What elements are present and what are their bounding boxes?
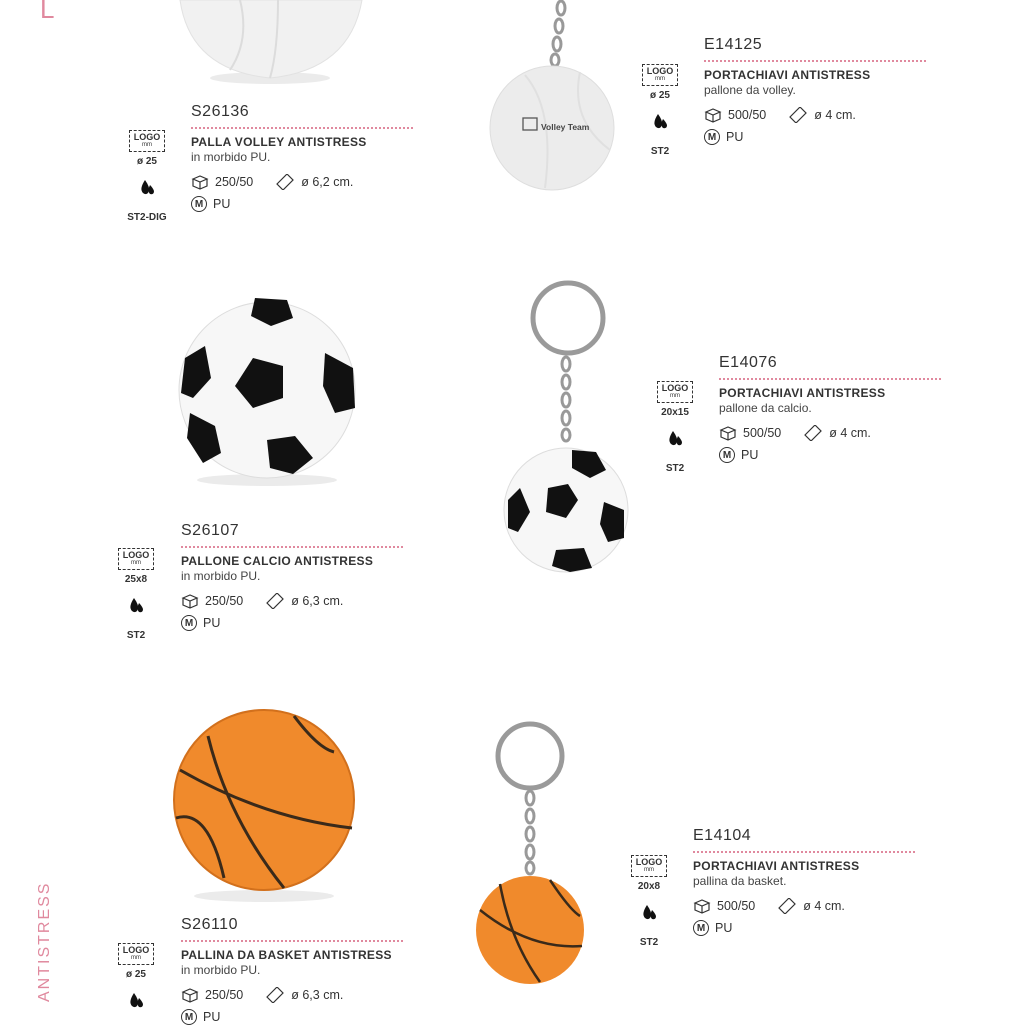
material-icon: M (693, 920, 709, 936)
product-subtitle: pallone da volley. (704, 83, 796, 97)
print-size: ø 25 (136, 156, 157, 167)
product-title: PORTACHIAVI ANTISTRESS (719, 386, 886, 400)
divider (719, 378, 941, 380)
pack-quantity: 250/50 (215, 175, 254, 189)
volley-keychain-image (485, 0, 620, 195)
material-icon: M (181, 615, 197, 631)
logo-area-icon: LOGO mm (129, 130, 165, 152)
ruler-icon (788, 107, 808, 123)
material-row (693, 920, 915, 936)
ball-print-text: Volley Team (541, 122, 590, 132)
box-icon (181, 593, 199, 609)
logo-area-icon: LOGO mm (631, 855, 667, 877)
product-subtitle: in morbido PU. (181, 569, 261, 583)
print-size: 25x8 (124, 574, 148, 585)
product-code: E14104 (693, 827, 752, 844)
product-subtitle: in morbido PU. (191, 150, 271, 164)
product-size: ø 4 cm. (803, 899, 845, 913)
material-row (181, 615, 403, 631)
material-row (191, 196, 413, 212)
print-size: 20x8 (637, 881, 661, 892)
product-specs (693, 898, 915, 914)
product-size: ø 6,3 cm. (291, 988, 344, 1002)
pack-quantity: 500/50 (728, 108, 767, 122)
divider (181, 940, 403, 942)
ruler-icon (265, 593, 285, 609)
ruler-icon (275, 174, 295, 190)
ink-drop-icon (641, 904, 657, 922)
logo-area-icon: LOGO mm (118, 548, 154, 570)
material-name: PU (203, 616, 221, 630)
print-info (122, 130, 172, 223)
ruler-icon (803, 425, 823, 441)
product-block (181, 522, 403, 631)
material-name: PU (715, 921, 733, 935)
product-code: S26136 (191, 103, 250, 120)
product-specs (704, 107, 926, 123)
logo-area-icon: LOGO mm (657, 381, 693, 403)
category-label: ANTISTRESS (36, 881, 53, 1002)
print-technique: ST2 (650, 146, 670, 157)
material-row (704, 129, 926, 145)
product-specs (181, 593, 403, 609)
product-title: PALLA VOLLEY ANTISTRESS (191, 135, 367, 149)
product-size: ø 4 cm. (814, 108, 856, 122)
divider (191, 127, 413, 129)
pack-quantity: 250/50 (205, 594, 244, 608)
soccer-ball-image (175, 298, 360, 488)
print-technique: ST2 (665, 463, 685, 474)
pack-quantity: 500/50 (717, 899, 756, 913)
product-specs (181, 987, 403, 1003)
material-icon: M (181, 1009, 197, 1025)
print-size: ø 25 (125, 969, 146, 980)
ink-drop-icon (128, 597, 144, 615)
box-icon (704, 107, 722, 123)
product-block (719, 354, 941, 463)
logo-area-icon: LOGO mm (118, 943, 154, 965)
product-title: PORTACHIAVI ANTISTRESS (704, 68, 871, 82)
print-info (635, 64, 685, 157)
product-title: PALLINA DA BASKET ANTISTRESS (181, 948, 392, 962)
product-title: PORTACHIAVI ANTISTRESS (693, 859, 860, 873)
material-name: PU (741, 448, 759, 462)
product-block (693, 827, 915, 936)
product-size: ø 6,3 cm. (291, 594, 344, 608)
print-size: ø 25 (649, 90, 670, 101)
print-size: 20x15 (661, 407, 689, 418)
ruler-icon (777, 898, 797, 914)
product-code: E14076 (719, 354, 778, 371)
product-subtitle: pallone da calcio. (719, 401, 812, 415)
ink-drop-icon (667, 430, 683, 448)
ruler-icon (265, 987, 285, 1003)
product-specs (191, 174, 413, 190)
material-icon: M (704, 129, 720, 145)
ink-drop-icon (128, 992, 144, 1010)
box-icon (181, 987, 199, 1003)
print-info (650, 381, 700, 474)
basketball-image (168, 708, 363, 903)
product-title: PALLONE CALCIO ANTISTRESS (181, 554, 374, 568)
section-letter: L (40, 0, 55, 24)
box-icon (191, 174, 209, 190)
print-info (111, 943, 161, 1025)
product-size: ø 6,2 cm. (301, 175, 354, 189)
product-code: S26110 (181, 916, 238, 933)
material-name: PU (213, 197, 231, 211)
divider (704, 60, 926, 62)
material-row (181, 1009, 403, 1025)
ink-drop-icon (139, 179, 155, 197)
divider (693, 851, 915, 853)
product-block (191, 103, 413, 212)
product-specs (719, 425, 941, 441)
print-technique: ST2 (639, 937, 659, 948)
box-icon (693, 898, 711, 914)
product-block (704, 36, 926, 145)
logo-area-icon: LOGO mm (642, 64, 678, 86)
product-subtitle: in morbido PU. (181, 963, 261, 977)
print-info (624, 855, 674, 948)
pack-quantity: 500/50 (743, 426, 782, 440)
volleyball-image (170, 0, 380, 90)
material-name: PU (203, 1010, 221, 1024)
print-info (111, 548, 161, 641)
material-icon: M (191, 196, 207, 212)
product-block (181, 916, 403, 1025)
product-code: S26107 (181, 522, 240, 539)
ink-drop-icon (652, 113, 668, 131)
material-icon: M (719, 447, 735, 463)
product-subtitle: pallina da basket. (693, 874, 787, 888)
divider (181, 546, 403, 548)
product-size: ø 4 cm. (829, 426, 871, 440)
product-code: E14125 (704, 36, 763, 53)
pack-quantity: 250/50 (205, 988, 244, 1002)
print-technique: ST2 (126, 630, 146, 641)
material-name: PU (726, 130, 744, 144)
print-technique: ST2-DIG (127, 212, 167, 223)
soccer-keychain-image (500, 280, 635, 580)
material-row (719, 447, 941, 463)
basket-keychain-image (470, 720, 595, 990)
box-icon (719, 425, 737, 441)
